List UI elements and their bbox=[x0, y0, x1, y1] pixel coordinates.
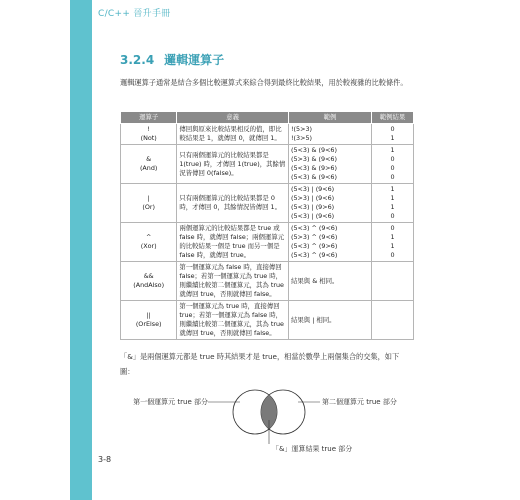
operator-cell: & (And) bbox=[121, 145, 177, 184]
operator-table bbox=[120, 111, 414, 340]
meaning-cell: 兩個運算元的比較結果都是 true 或 false 時，就傳回 false；兩個運算元的比較結果一個是 true 而另一個是 false 時，就傳回 true。 bbox=[177, 223, 289, 262]
venn-left-label: 第一個運算元 true 部分 bbox=[133, 398, 208, 406]
result-cell: 1 1 1 0 bbox=[371, 184, 413, 223]
header-meaning: 意義 bbox=[177, 112, 289, 124]
section-heading bbox=[120, 51, 224, 68]
operator-cell: | (Or) bbox=[121, 184, 177, 223]
explanation-paragraph: 「&」是兩個運算元都是 true 時其結果才是 true，相當於數學上兩個集合的交集，如下圖： bbox=[120, 352, 400, 376]
result-cell bbox=[371, 262, 413, 301]
table-row bbox=[121, 223, 414, 262]
venn-bottom-label: 「&」運算結果 true 部分 bbox=[272, 445, 353, 453]
meaning-cell: 只有兩個運算元的比較結果都是 0 時，才傳回 0，其餘情況皆傳回 1。 bbox=[177, 184, 289, 223]
example-cell: (5<3) | (9<6) (5>3) | (9<6) (5<3) | (9>6) (5<3) | (9<6) bbox=[289, 184, 372, 223]
example-cell: (5<3) & (9<6) (5>3) & (9<6) (5<3) & (9>6) (5<3) & (9<6) bbox=[289, 145, 372, 184]
operator-cell: ^ (Xor) bbox=[121, 223, 177, 262]
operator-cell: && (AndAlso) bbox=[121, 262, 177, 301]
section-number: 3.2.4 bbox=[120, 53, 155, 67]
example-cell: 結果與 & 相同。 bbox=[289, 262, 372, 301]
example-cell: !(5>3) !(3>5) bbox=[289, 124, 372, 145]
intro-paragraph: 邏輯運算子通常是結合多個比較運算式來綜合得到最終比較結果，用於較複雜的比較條件。 bbox=[120, 78, 408, 87]
table-header-row bbox=[121, 112, 414, 124]
book-title: C/C++ 晉升手冊 bbox=[98, 9, 171, 19]
example-cell: (5<3) ^ (9<6) (5>3) ^ (9<6) (5<3) ^ (9>6) (5<3) ^ (9<6) bbox=[289, 223, 372, 262]
header-example: 範例 bbox=[289, 112, 372, 124]
table-row bbox=[121, 262, 414, 301]
operator-cell: ! (Not) bbox=[121, 124, 177, 145]
operator-cell: || (OrElse) bbox=[121, 301, 177, 340]
result-cell: 0 1 bbox=[371, 124, 413, 145]
page-number: 3-8 bbox=[98, 455, 112, 464]
venn-right-label: 第二個運算元 true 部分 bbox=[322, 398, 397, 406]
venn-diagram bbox=[120, 384, 412, 454]
table-row bbox=[121, 301, 414, 340]
table-row bbox=[121, 145, 414, 184]
result-cell: 1 0 0 0 bbox=[371, 145, 413, 184]
header-operator: 運算子 bbox=[121, 112, 177, 124]
table-row bbox=[121, 124, 414, 145]
example-cell: 結果與 | 相同。 bbox=[289, 301, 372, 340]
meaning-cell: 傳回與原來比較結果相反的值，即比較結果是 1，就傳回 0，就傳回 1。 bbox=[177, 124, 289, 145]
meaning-cell: 第一個運算元為 false 時，直接傳回 false；若第一個運算元為 true 時，則繼續比較第二個運算元，其為 true 就傳回 true，否則就傳回 false。 bbox=[177, 262, 289, 301]
meaning-cell: 第一個運算元為 true 時，直接傳回 true；若第一個運算元為 false 時，則繼續比較第二個運算元，其為 true 就傳回 true，否則就傳回 false。 bbox=[177, 301, 289, 340]
meaning-cell: 只有兩個運算元的比較結果都是 1(true) 時，才傳回 1(true)，其餘情況皆傳回 0(false)。 bbox=[177, 145, 289, 184]
side-accent-bar bbox=[70, 0, 92, 500]
result-cell bbox=[371, 301, 413, 340]
header-result: 範例結果 bbox=[371, 112, 413, 124]
table-row bbox=[121, 184, 414, 223]
page-content bbox=[92, 0, 412, 500]
result-cell: 0 1 1 0 bbox=[371, 223, 413, 262]
section-title: 邏輯運算子 bbox=[164, 53, 225, 67]
